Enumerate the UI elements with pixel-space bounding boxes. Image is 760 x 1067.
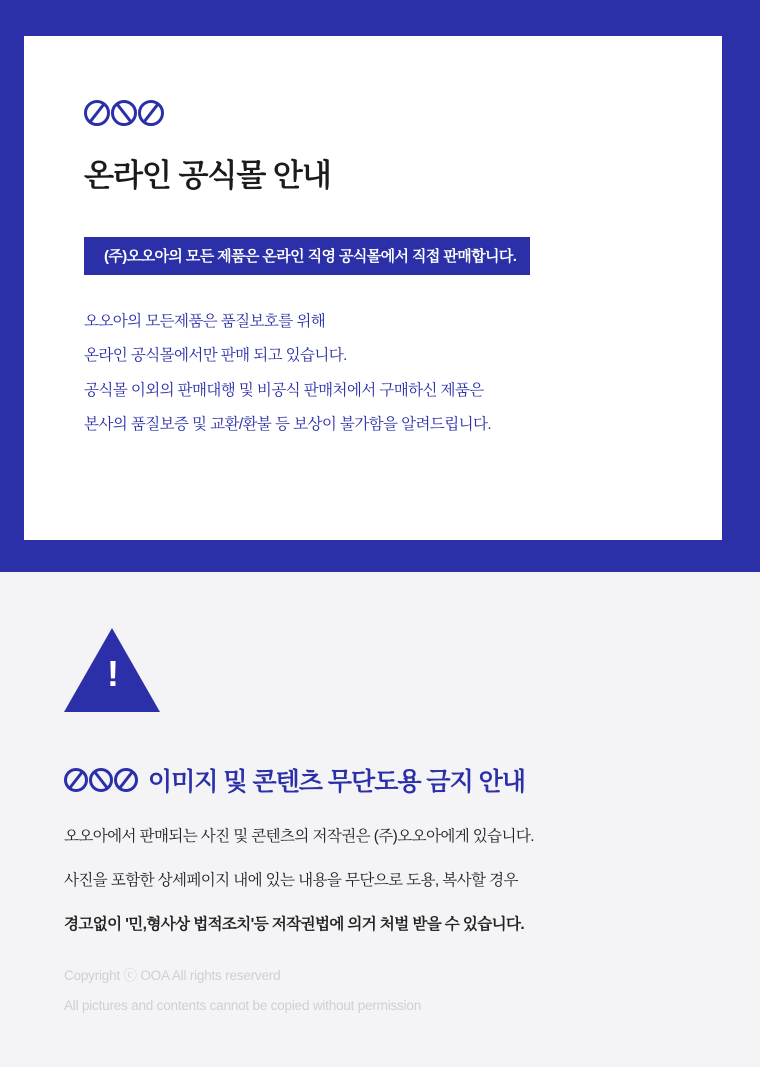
copyright-body (64, 824, 760, 934)
warning-triangle-icon (64, 628, 160, 712)
notice-card-content (84, 98, 682, 449)
copyright-body-line: 오오아에서 판매되는 사진 및 콘텐츠의 저작권은 (주)오오아에게 있습니다. (64, 828, 534, 845)
copyright-footer (64, 964, 760, 1013)
exclamation-mark: ! (107, 653, 119, 694)
notice-highlight-banner: (주)오오아의 모든 제품은 온라인 직영 공식몰에서 직접 판매합니다. (84, 237, 530, 275)
copyright-title: 이미지 및 콘텐츠 무단도용 금지 안내 (148, 768, 525, 796)
logo-ring-icon (89, 768, 113, 792)
logo-ring-icon (114, 768, 138, 792)
copyright-notice-section (0, 572, 760, 1067)
copyright-subtext: All pictures and contents cannot be copied without permission (64, 998, 422, 1013)
copyright-text: Copyright ⓒ OOA All rights reserverd (64, 968, 281, 983)
ooa-logo (84, 98, 682, 128)
notice-body-line: 온라인 공식몰에서만 판매 되고 있습니다. (84, 347, 347, 365)
logo-ring-icon (138, 100, 164, 126)
notice-body-line: 본사의 품질보증 및 교환/환불 등 보상이 불가함을 알려드립니다. (84, 416, 492, 434)
notice-card (24, 36, 722, 540)
logo-ring-icon (64, 768, 88, 792)
notice-title: 온라인 공식몰 안내 (84, 158, 331, 193)
notice-body-line: 오오아의 모든제품은 품질보호를 위해 (84, 313, 326, 330)
logo-ring-icon (111, 100, 137, 126)
copyright-legal-line: 경고없이 '민,형사상 법적조치'등 저작권법에 의거 처벌 받을 수 있습니다. (64, 916, 525, 933)
ooa-logo (64, 765, 138, 795)
notice-body (84, 311, 682, 437)
notice-body-line: 공식몰 이외의 판매대행 및 비공식 판매처에서 구매하신 제품은 (84, 381, 484, 399)
copyright-body-line: 사진을 포함한 상세페이지 내에 있는 내용을 무단으로 도용, 복사할 경우 (64, 872, 518, 889)
copyright-heading (64, 762, 760, 798)
logo-ring-icon (84, 100, 110, 126)
